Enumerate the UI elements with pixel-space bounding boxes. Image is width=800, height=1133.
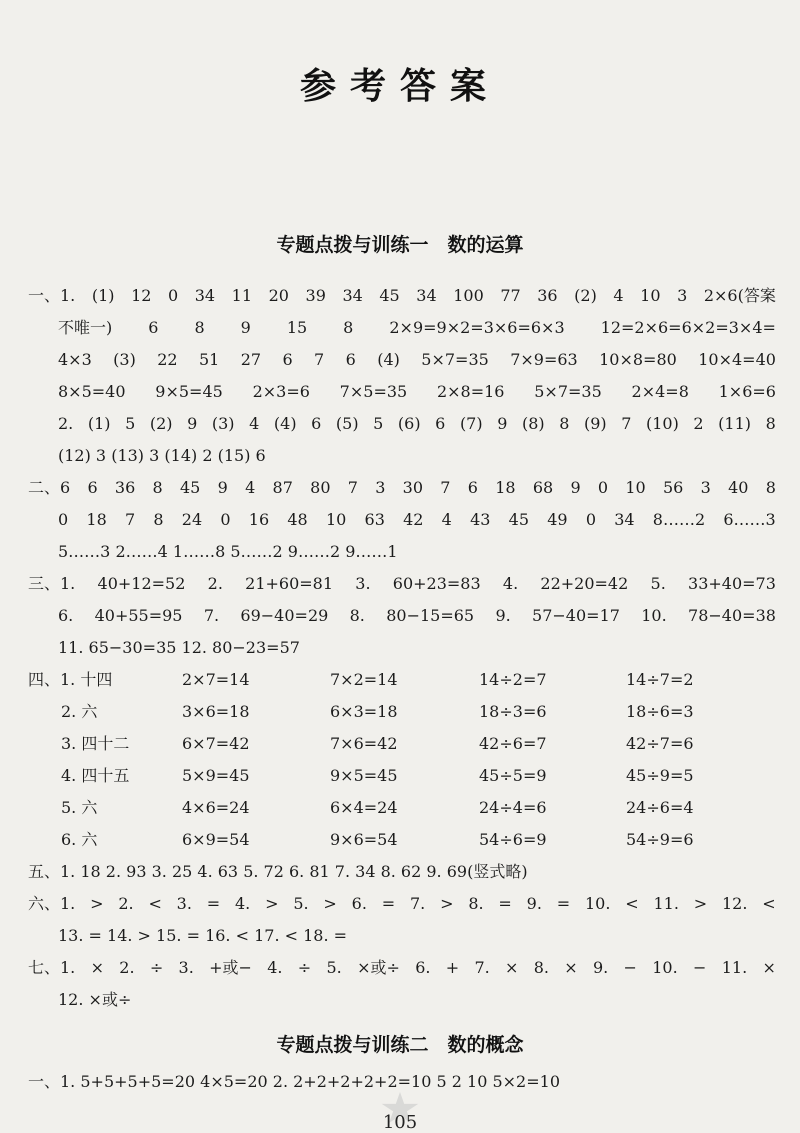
answer-line: 8×5=40 9×5=45 2×3=6 7×5=35 2×8=16 5×7=35 2×4=8 1×6=6 [58,382,776,401]
answer-line: (12) 3 (13) 3 (14) 2 (15) 6 [58,446,266,465]
answer-line: 2. (1) 5 (2) 9 (3) 4 (4) 6 (5) 5 (6) 6 (7) 9 (8) 8 (9) 7 (10) 2 (11) 8 [58,414,776,433]
answer-line: 不唯一) 6 8 9 15 8 2×9=9×2=3×6=6×3 12=2×6=6×2=3×4= [58,318,776,337]
answer-line: 5……3 2……4 1……8 5……2 9……2 9……1 [58,542,398,561]
answer-line: 12. ×或÷ [58,990,132,1009]
answer-line: 三、1. 40+12=52 2. 21+60=81 3. 60+23=83 4. 22+20=42 5. 33+40=73 [28,574,776,593]
answer-line: 6. 40+55=95 7. 69−40=29 8. 80−15=65 9. 57−40=17 10. 78−40=38 [58,606,776,625]
page-title: 参考答案 [299,65,500,107]
answer-line: 五、1. 18 2. 93 3. 25 4. 63 5. 72 6. 81 7. 34 8. 62 9. 69(竖式略) [28,862,528,881]
answer-line: 一、1. 5+5+5+5=20 4×5=20 2. 2+2+2+2+2=10 5 2 10 5×2=10 [28,1072,560,1091]
answer-line: 4×3 (3) 22 51 27 6 7 6 (4) 5×7=35 7×9=63 10×8=80 10×4=40 [58,350,776,369]
answer-line: 0 18 7 8 24 0 16 48 10 63 42 4 43 45 49 0 34 8……2 6……3 [58,510,776,529]
page-number: 105 [382,1112,418,1133]
table-row: 5. 六 4×6=24 6×4=24 24÷4=6 24÷6=4 [61,798,694,817]
table-row: 4. 四十五 5×9=45 9×5=45 45÷5=9 45÷9=5 [61,766,694,785]
section-heading-1: 专题点拨与训练一 数的运算 [276,234,524,256]
table-row: 2. 六 3×6=18 6×3=18 18÷3=6 18÷6=3 [61,702,694,721]
table-row: 3. 四十二 6×7=42 7×6=42 42÷6=7 42÷7=6 [61,734,694,753]
answer-line: 11. 65−30=35 12. 80−23=57 [58,638,300,657]
answer-line: 一、1. (1) 12 0 34 11 20 39 34 45 34 100 77 36 (2) 4 10 3 2×6(答案 [28,286,776,305]
section-heading-2: 专题点拨与训练二 数的概念 [276,1034,524,1056]
answer-line: 13. = 14. > 15. = 16. < 17. < 18. = [58,926,348,945]
answer-line: 六、1. > 2. < 3. = 4. > 5. > 6. = 7. > 8. = 9. = 10. < 11. > 12. < [28,894,776,913]
answer-line: 七、1. × 2. ÷ 3. +或− 4. ÷ 5. ×或÷ 6. + 7. × 8. × 9. − 10. − 11. × [28,958,776,977]
table-row: 6. 六 6×9=54 9×6=54 54÷6=9 54÷9=6 [61,830,694,849]
table-row: 四、1. 十四 2×7=14 7×2=14 14÷2=7 14÷7=2 [28,670,694,689]
answer-line: 二、6 6 36 8 45 9 4 87 80 7 3 30 7 6 18 68 9 0 10 56 3 40 8 [28,478,776,497]
